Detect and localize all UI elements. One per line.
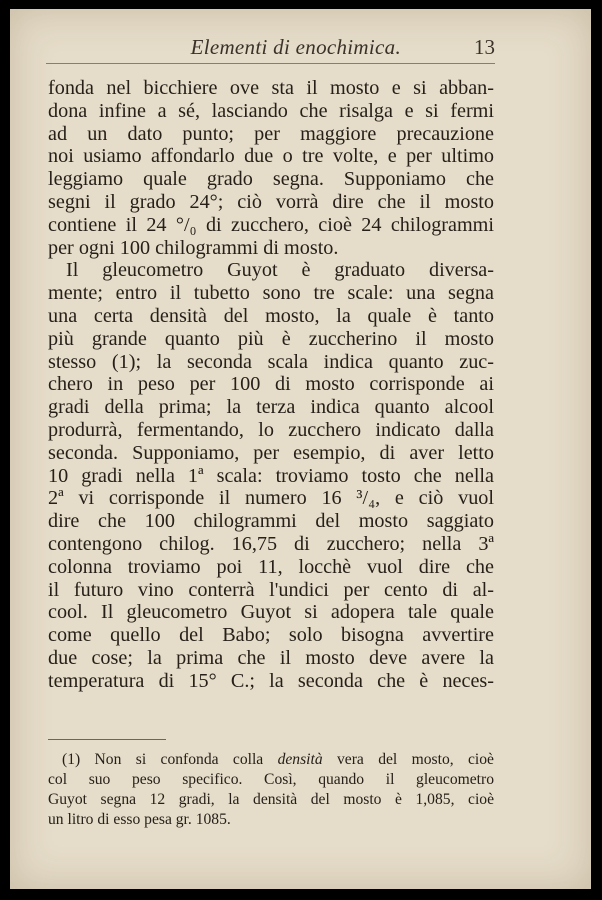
text-line: per ogni 100 chilogrammi di mosto. — [48, 236, 339, 259]
text-line: come quello del Babo; solo bisogna avvertire — [48, 624, 494, 647]
text-line: 2ª vi corrisponde il numero 16 ³/₄, e ciò vuol — [48, 487, 494, 510]
text-line: due cose; la prima che il mosto deve avere la — [48, 646, 494, 669]
footnote-line: col suo peso specifico. Così, quando il gleucometro — [48, 771, 494, 788]
text-line: stesso (1); la seconda scala indica quanto zuc- — [48, 350, 494, 373]
text-line: leggiamo quale grado segna. Supponiamo che — [48, 168, 494, 191]
running-header — [46, 35, 495, 64]
page-number: 13 — [474, 35, 495, 59]
footnote-line: Guyot segna 12 gradi, la densità del mosto è 1,085, cioè — [48, 791, 494, 808]
text-line: ad un dato punto; per maggiore precauzione — [48, 122, 494, 145]
footnote-rule — [48, 739, 166, 740]
text-line: Il gleucometro Guyot è graduato diversa- — [66, 259, 494, 282]
text-line: gradi della prima; la terza indica quanto alcool — [48, 396, 494, 419]
text-line: noi usiamo affondarlo due o tre volte, e per ultimo — [48, 145, 494, 168]
text-line: seconda. Supponiamo, per esempio, di aver letto — [48, 441, 494, 464]
text-line: dona infine a sé, lasciando che risalga e si fermi — [48, 99, 494, 122]
text-line: produrrà, fermentando, lo zucchero indicato dalla — [48, 418, 494, 441]
text-line: mente; entro il tubetto sono tre scale: una segna — [48, 282, 494, 305]
text-line: contiene il 24 °/₀ di zucchero, cioè 24 chilogrammi — [48, 213, 494, 236]
text-line: una certa densità del mosto, la quale è tanto — [48, 304, 494, 327]
footnote — [48, 750, 494, 830]
book-page — [10, 9, 591, 889]
text-line: temperatura di 15° C.; la seconda che è neces- — [48, 669, 494, 692]
text-line: più grande quanto più è zuccherino il mosto — [48, 327, 494, 350]
text-line: contengono chilog. 16,75 di zucchero; nella 3ª — [48, 532, 494, 555]
text-line: colonna troviamo poi 11, locchè vuol dire che — [48, 555, 494, 578]
text-line: segni il grado 24°; ciò vorrà dire che il mosto — [48, 190, 494, 213]
text-line: dire che 100 chilogrammi del mosto saggiato — [48, 510, 494, 533]
text-line: fonda nel bicchiere ove sta il mosto e si abban- — [48, 77, 494, 99]
footnote-line — [48, 750, 494, 770]
text-line: il futuro vino conterrà l'undici per cento di al- — [48, 578, 494, 601]
footnote-emphasis: densità — [277, 751, 323, 768]
footnote-line: un litro di esso pesa gr. 1085. — [48, 811, 231, 828]
text-line: chero in peso per 100 di mosto corrisponde ai — [48, 373, 494, 396]
text-line: cool. Il gleucometro Guyot si adopera tale quale — [48, 601, 494, 624]
text-line: 10 gradi nella 1ª scala: troviamo tosto che nella — [48, 464, 494, 487]
body-text — [48, 77, 494, 693]
footnote-text: (1) Non si confonda colla — [62, 751, 278, 768]
footnote-text: vera del mosto, cioè — [322, 751, 494, 768]
running-title: Elementi di enochimica. — [190, 35, 401, 59]
